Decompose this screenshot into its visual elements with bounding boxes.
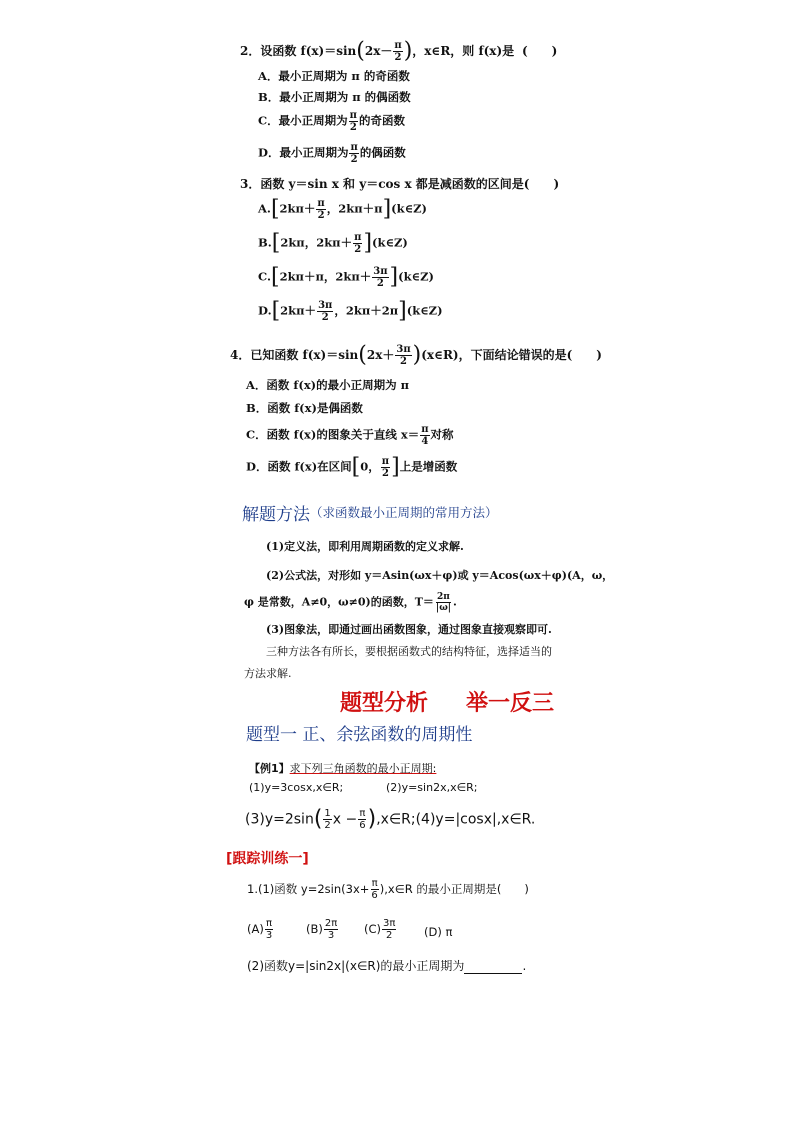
q2-option-a: A．最小正周期为 π 的奇函数 <box>258 69 410 83</box>
q4-d-den: 2 <box>381 468 389 479</box>
q3-c-den: 2 <box>376 278 384 289</box>
example1-i3-mid: x − <box>332 811 358 828</box>
q2-option-c-pre: C．最小正周期为 <box>258 113 348 128</box>
q2-option-d-pre: D．最小正周期为 <box>258 145 349 160</box>
example1-item1: (1)y=3cosx,x∈R; <box>249 781 344 794</box>
choice-a-num: π <box>266 918 273 929</box>
type1-heading: 题型一 正、余弦函数的周期性 <box>246 725 473 745</box>
example1-i3-pre: (3)y=2sin <box>245 811 314 828</box>
q4-frac-num: 3π <box>396 344 411 355</box>
section-heading-left: 题型分析 <box>340 691 429 716</box>
q4-c-den: 4 <box>421 436 429 447</box>
q4-c-post: 对称 <box>430 427 454 442</box>
q2-option-b: B．最小正周期为 π 的偶函数 <box>258 90 411 104</box>
q2-bracket-close: ) <box>403 38 413 64</box>
method-p4b: 方法求解. <box>244 667 292 680</box>
q3-c-lbracket: [ <box>270 264 280 290</box>
q3-d-rbracket: ] <box>398 298 407 324</box>
method-title: 解题方法 <box>242 505 310 525</box>
q3-b-part1: 2kπ，2kπ＋ <box>280 235 353 250</box>
answer-blank[interactable] <box>464 961 522 974</box>
q3-c-rbracket: ] <box>389 264 399 290</box>
q4-d-post: 上是增函数 <box>399 459 458 474</box>
q4-c-num: π <box>421 424 429 435</box>
q3-b-frac <box>353 232 362 255</box>
choice-c-label: (C) <box>364 922 382 936</box>
q4-bracket-close: ) <box>412 342 422 368</box>
practice-choice-c <box>364 918 397 941</box>
q3-b-rbracket: ] <box>363 230 373 256</box>
q2-stem <box>240 40 514 63</box>
example1-i3-frac2 <box>358 808 366 831</box>
practice-choice-a <box>247 918 274 941</box>
choice-b-num: 2π <box>324 918 338 929</box>
q2-option-c <box>258 110 405 133</box>
q2-option-d-frac <box>349 142 358 165</box>
q4-d-frac <box>381 456 390 479</box>
choice-a-label: (A) <box>247 922 264 936</box>
q3-a-rbracket: ] <box>382 196 392 222</box>
q4-bracket-open: ( <box>358 342 367 368</box>
q3-option-a <box>258 198 427 221</box>
practice-q1-den: 6 <box>371 890 378 901</box>
q3-a-num: π <box>317 198 325 209</box>
choice-a-frac <box>265 918 273 941</box>
example1-item3-4 <box>245 808 535 831</box>
q4-d-lbracket: [ <box>351 454 361 480</box>
q4-frac-den: 2 <box>400 356 407 367</box>
example1-i3-post: ,x∈R;(4)y=|cosx|,x∈R. <box>376 811 536 828</box>
q2-option-d <box>258 142 406 165</box>
q3-a-tail: (k∈Z) <box>391 201 427 216</box>
q3-d-part2: ，2kπ＋2π <box>334 303 399 318</box>
q2-c-num: π <box>349 110 357 121</box>
method-p2b-text: φ 是常数，A≠0，ω≠0)的函数，T＝ <box>244 595 434 609</box>
q2-d-den: 2 <box>350 154 358 165</box>
q4-option-a: A．函数 f(x)的最小正周期为 π <box>246 378 410 392</box>
choice-b-frac <box>324 918 338 941</box>
example1-item2: (2)y=sin2x,x∈R; <box>386 781 478 794</box>
q4-d-zero: 0， <box>360 459 380 474</box>
q2-stem-b: 2x－ <box>364 44 393 58</box>
example1-i3-num2: π <box>359 808 366 819</box>
q3-c-tail: (k∈Z) <box>398 269 434 284</box>
example1-text: 求下列三角函数的最小正周期: <box>289 762 437 775</box>
choice-d-value: π <box>445 925 453 939</box>
q3-a-lbracket: [ <box>270 196 280 222</box>
practice-choice-b <box>306 918 339 941</box>
q3-option-b <box>258 232 408 255</box>
example1-i3-frac1 <box>323 808 331 831</box>
practice-q1-pre: 1.(1)函数 y=2sin(3x+ <box>247 882 370 896</box>
q3-c-frac <box>372 266 388 289</box>
q4-stem-a: 4．已知函数 f(x)＝sin <box>230 348 359 362</box>
q3-b-tail: (k∈Z) <box>372 235 408 250</box>
practice-q1-post: ),x∈R 的最小正周期是( ) <box>379 882 529 896</box>
q3-b-num: π <box>354 232 362 243</box>
q2-option-d-post: 的偶函数 <box>359 145 406 160</box>
q3-d-part1: 2kπ＋ <box>280 303 317 318</box>
q4-stem <box>230 344 602 367</box>
choice-b-den: 3 <box>327 930 335 941</box>
choice-c-num: 3π <box>383 918 396 929</box>
method-p3: (3)图象法，即通过画出函数图象，通过图象直接观察即可. <box>266 623 552 636</box>
practice-q2-end: . <box>522 959 527 973</box>
practice-choice-d <box>424 925 452 939</box>
q3-c-part1: 2kπ＋π，2kπ＋ <box>279 269 372 284</box>
choice-b-label: (B) <box>306 922 323 936</box>
q3-a-frac <box>316 198 325 221</box>
q3-d-frac <box>317 300 333 323</box>
q3-a-part1: 2kπ＋ <box>279 201 316 216</box>
method-p2b <box>244 592 457 613</box>
example1-tag: 【例1】 <box>249 762 290 775</box>
practice-q1-num: π <box>371 878 378 889</box>
q4-d-pre: D．函数 f(x)在区间 <box>246 459 352 474</box>
q4-c-pre: C．函数 f(x)的图象关于直线 x＝ <box>246 427 420 442</box>
q2-option-c-post: 的奇函数 <box>358 113 405 128</box>
q3-d-label: D. <box>258 303 272 318</box>
q4-d-rbracket: ] <box>391 454 400 480</box>
practice-q1 <box>247 878 529 901</box>
q3-b-den: 2 <box>354 244 362 255</box>
q3-option-d <box>258 300 443 323</box>
q2-answer-paren: ( ) <box>522 44 558 58</box>
q4-stem-b: 2x＋ <box>366 348 395 362</box>
q3-d-num: 3π <box>318 300 333 311</box>
example1-i3-den1: 2 <box>324 820 331 831</box>
q3-d-den: 2 <box>321 312 329 323</box>
q4-option-c <box>246 424 454 447</box>
q3-a-part2: ，2kπ＋π <box>326 201 383 216</box>
practice-q2-text: (2)函数y=|sin2x|(x∈R)的最小正周期为 <box>247 959 465 973</box>
method-p4a: 三种方法各有所长，要根据函数式的结构特征，选择适当的 <box>266 645 552 658</box>
q4-d-num: π <box>381 456 390 467</box>
q4-c-frac <box>420 424 429 447</box>
q2-frac-den: 2 <box>394 52 402 63</box>
method-subtitle: （求函数最小正周期的常用方法） <box>310 505 498 520</box>
q4-fraction <box>395 344 411 367</box>
q2-stem-a: 2．设函数 f(x)＝sin <box>240 44 357 58</box>
q4-option-d <box>246 456 457 479</box>
example1 <box>249 760 436 776</box>
q3-stem: 3．函数 y＝sin x 和 y＝cos x 都是减函数的区间是( ) <box>240 177 560 191</box>
practice-q2 <box>247 957 526 974</box>
q3-a-label: A. <box>258 201 271 216</box>
q3-d-lbracket: [ <box>271 298 281 324</box>
q3-a-den: 2 <box>317 210 325 221</box>
q3-c-label: C. <box>258 269 271 284</box>
method-period-frac <box>435 592 452 613</box>
q2-frac-num: π <box>394 40 402 51</box>
q2-d-num: π <box>350 142 358 153</box>
choice-c-frac <box>382 918 396 941</box>
example1-i3-rparen: ) <box>367 806 377 832</box>
example1-i3-num1: 1 <box>324 808 331 819</box>
choice-c-den: 2 <box>386 930 393 941</box>
section-heading-right: 举一反三 <box>466 691 555 716</box>
example1-i3-lparen: ( <box>313 806 323 832</box>
practice-title: [跟踪训练一] <box>226 851 309 867</box>
q3-d-tail: (k∈Z) <box>406 303 443 318</box>
practice-q1-frac <box>370 878 378 901</box>
q4-option-b: B．函数 f(x)是偶函数 <box>246 401 363 415</box>
method-p2-end: . <box>453 595 457 609</box>
method-p1: (1)定义法，即利用周期函数的定义求解. <box>266 540 464 553</box>
q3-b-label: B. <box>258 235 272 250</box>
q2-fraction <box>393 40 402 63</box>
q3-b-lbracket: [ <box>271 230 281 256</box>
method-p2a: (2)公式法，对形如 y＝Asin(ωx＋φ)或 y＝Acos(ωx＋φ)(A，ω， <box>266 569 614 582</box>
method-frac-num: 2π <box>437 592 450 602</box>
q3-c-num: 3π <box>373 266 388 277</box>
q3-option-c <box>258 266 434 289</box>
q2-option-c-frac <box>349 110 358 133</box>
q4-stem-c: (x∈R)，下面结论错误的是( ) <box>421 348 602 362</box>
example1-i3-den2: 6 <box>359 820 366 831</box>
q2-stem-c: ，x∈R，则 f(x)是 <box>412 44 515 58</box>
q2-bracket-open: ( <box>356 38 365 64</box>
method-frac-den: |ω| <box>435 603 452 613</box>
choice-d-label: (D) <box>424 925 442 939</box>
choice-a-den: 3 <box>265 930 273 941</box>
q2-c-den: 2 <box>349 122 357 133</box>
